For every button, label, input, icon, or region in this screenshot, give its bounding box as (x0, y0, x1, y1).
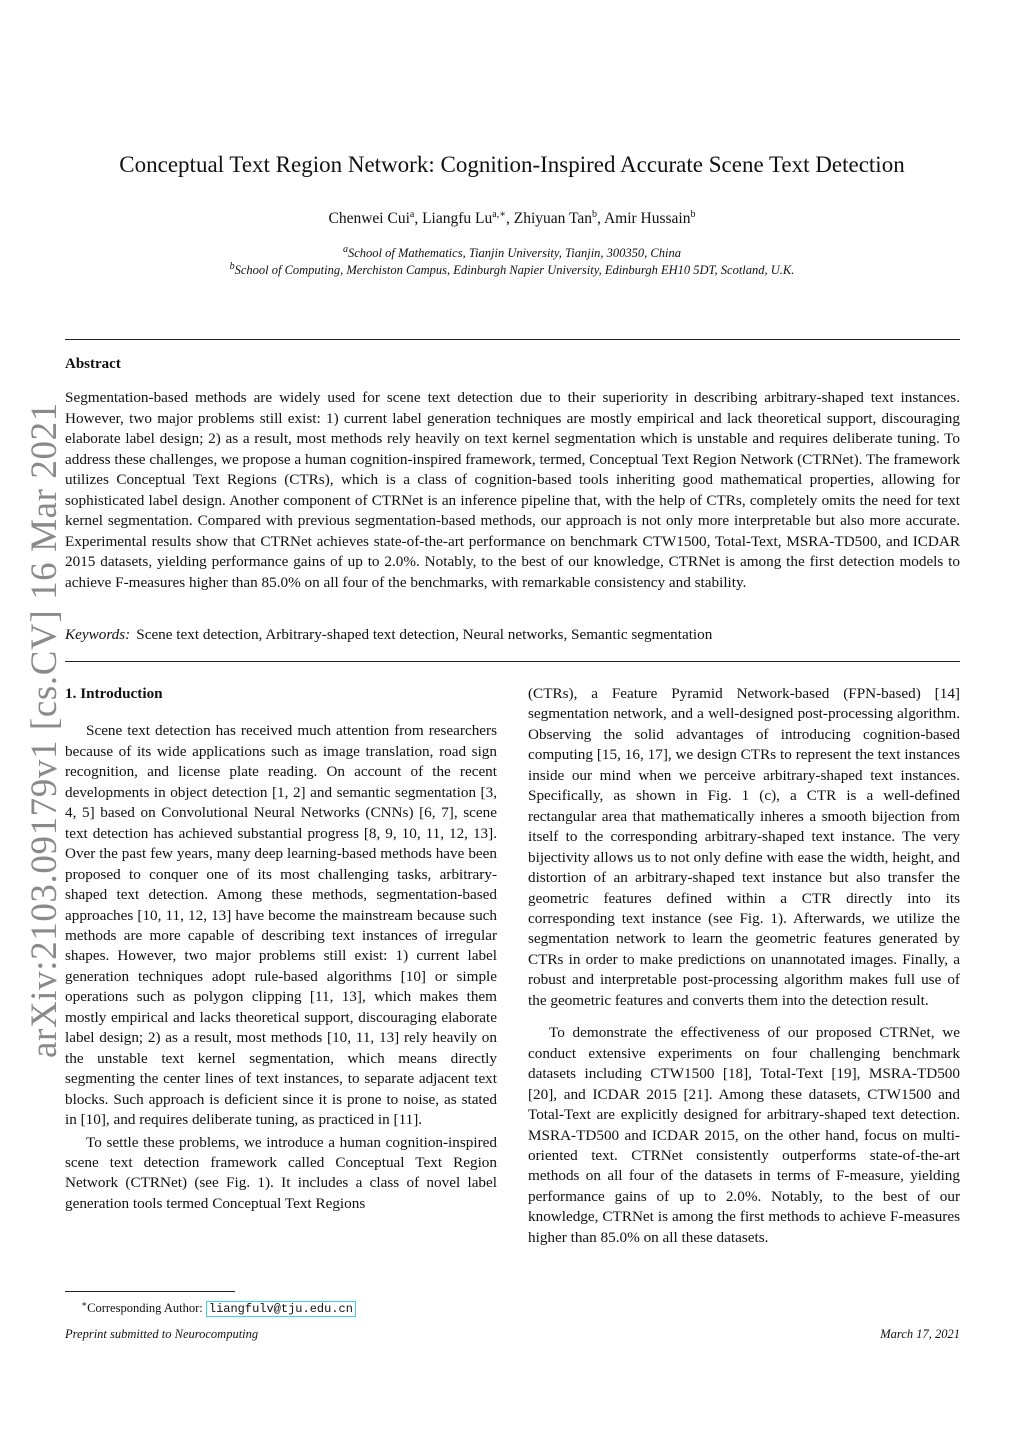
author-name: Chenwei Cui (328, 210, 410, 227)
keywords (65, 625, 960, 645)
abstract-text: Segmentation-based methods are widely used for scene text detection due to their superiority in describing arbitrary-shaped text instances. However, two major problems still exist: 1) current label generation techniques are mostly empirical and lack theoretical support, discouraging elaborate label design; 2) as a result, most methods rely heavily on text kernel segmentation which is unstable and requires deliberate tuning. To address these challenges, we propose a human cognition-inspired framework, termed, Conceptual Text Region Network (CTRNet). The framework utilizes Conceptual Text Regions (CTRs), which is a class of cognition-based tools inheriting good mathematical properties, allowing for sophisticated label design. Another component of CTRNet is an inference pipeline that, with the help of CTRs, completely omits the need for text kernel segmentation. Compared with previous segmentation-based methods, our approach is not only more interpretable but also more accurate. Experimental results show that CTRNet achieves state-of-the-art performance on benchmark CTW1500, Total-Text, MSRA-TD500, and ICDAR 2015 datasets, yielding performance gains of up to 2.0%. Notably, to the best of our knowledge, CTRNet is among the first detection models to achieve F-measures higher than 85.0% on all four of the benchmarks, with remarkable consistency and stability. (65, 389, 961, 591)
footnote-rule (65, 1291, 235, 1292)
author-affiliation-mark: a (409, 208, 415, 220)
keywords-label: Keywords: (65, 626, 131, 643)
abstract-heading: Abstract (65, 356, 121, 372)
footer-venue: Preprint submitted to Neurocomputing (65, 1327, 259, 1341)
author-affiliation-mark: b (592, 208, 598, 220)
author-name: Liangfu Lu (422, 210, 493, 227)
affiliation-mark: b (229, 260, 235, 272)
author-affiliation-mark: b (690, 208, 696, 220)
paragraph: To settle these problems, we introduce a human cognition-inspired scene text detection framework called Conceptual Text Region Network (CTRNet) (see Fig. 1). It includes a class of novel label generation tools termed Conceptual Text Regions (65, 1133, 497, 1212)
keywords-text: Scene text detection, Arbitrary-shaped text detection, Neural networks, Semantic segmentation (136, 626, 713, 643)
affiliation-text: School of Computing, Merchiston Campus, Edinburgh Napier University, Edinburgh EH10 5DT, Scotland, U.K. (234, 263, 795, 277)
footnote (65, 1296, 356, 1318)
affiliation-text: School of Mathematics, Tianjin University, Tianjin, 300350, China (348, 246, 681, 260)
affiliation-mark: a (343, 243, 348, 255)
abstract-top-rule (65, 339, 960, 340)
footnote-label: Corresponding Author: (87, 1301, 206, 1316)
arxiv-identifier: arXiv:2103.09179v1 [cs.CV] 16 Mar 2021 (24, 402, 65, 1058)
paragraph: (CTRs), a Feature Pyramid Network-based (FPN-based) [14] segmentation network, and a well-designed post-processing algorithm. Observing the solid advantages of introducing cognition-based computing [15, 16, 17], we design CTRs to represent the text instances inside our mind when we perceive arbitrary-shaped text instances. Specifically, as shown in Fig. 1 (c), a CTR is a well-defined rectangular area that mathematically inheres a smooth bijection from itself to the corresponding arbitrary-shaped text instance. The very bijectivity allows us to not only define with ease the width, height, and distortion of an arbitrary-shaped text instance but also transfer the geometric features defined within a CTR directly into its corresponding text instance (see Fig. 1). Afterwards, we utilize the segmentation network to learn the geometric features generated by CTRs in order to make predictions on unannotated images. Finally, a robust and interpretable post-processing algorithm makes full use of the geometric features and converts them into the detection result. (528, 685, 960, 1009)
author-name: Zhiyuan Tan (513, 210, 593, 227)
author-list: Chenwei Cui$^a$, Liangfu $Lu^{a,∗}$, Zhiyuan Tan$^b$, Amir Hussain$^b$ (328, 208, 696, 227)
affiliations (60, 245, 964, 279)
abstract-bottom-rule (65, 661, 960, 662)
paper-title: Conceptual Text Region Network: Cognition-Inspired Accurate Scene Text Detection (119, 152, 905, 177)
affiliation-line (60, 262, 964, 279)
left-column (65, 684, 497, 1214)
author-affiliation-mark: a,∗ (492, 208, 507, 220)
author-name: Amir Hussain (603, 210, 691, 227)
email-link[interactable]: liangfulv@tju.edu.cn (206, 1301, 356, 1317)
footnote-marker: ∗ (81, 1299, 88, 1309)
section-heading: 1. Introduction (65, 685, 163, 702)
paragraph: To demonstrate the effectiveness of our proposed CTRNet, we conduct extensive experiments on four challenging benchmark datasets including CTW1500 [18], Total-Text [19], MSRA-TD500 [20], and ICDAR 2015 [21]. Among these datasets, CTW1500 and Total-Text are explicitly designed for arbitrary-shaped text detection. MSRA-TD500 and ICDAR 2015, on the other hand, focus on multi-oriented text. CTRNet consistently outperforms state-of-the-art methods on all four of the datasets in terms of F-measure, yielding performance gains of up to 2.0%. Notably, to the best of our knowledge, CTRNet is among the first methods to achieve F-measures higher than 85.0% on all these datasets. (528, 1024, 960, 1246)
right-column (528, 684, 960, 1248)
affiliation-line (60, 245, 964, 262)
paragraph: Scene text detection has received much attention from researchers because of its wide applications such as image translation, road sign recognition, and license plate reading. On account of the recent developments in object detection [1, 2] and semantic segmentation [3, 4, 5] based on Convolutional Neural Networks (CNNs) [6, 7], scene text detection has achieved substantial progress [8, 9, 10, 11, 12, 13]. Over the past few years, many deep learning-based methods have been proposed to conquer one of its most challenging tasks, arbitrary-shaped text detection. Among these methods, segmentation-based approaches [10, 11, 12, 13] have become the mainstream because such methods are more capable of describing text instances of irregular shapes. However, two major problems still exist: 1) current label generation techniques adopt rule-based algorithms [10] or simple operations such as polygon clipping [11, 13], which makes them mostly empirical and lacks theoretical support, discouraging elaborate label design; 2) as a result, most methods [10, 11, 13] rely heavily on the unstable text kernel segmentation, which means directly segmenting the center lines of text instances, to separate adjacent text blocks. Such approach is deficient since it is prone to noise, as stated in [10], and requires deliberate tuning, as practiced in [11]. (65, 722, 497, 1129)
footer-date: March 17, 2021 (880, 1327, 960, 1341)
